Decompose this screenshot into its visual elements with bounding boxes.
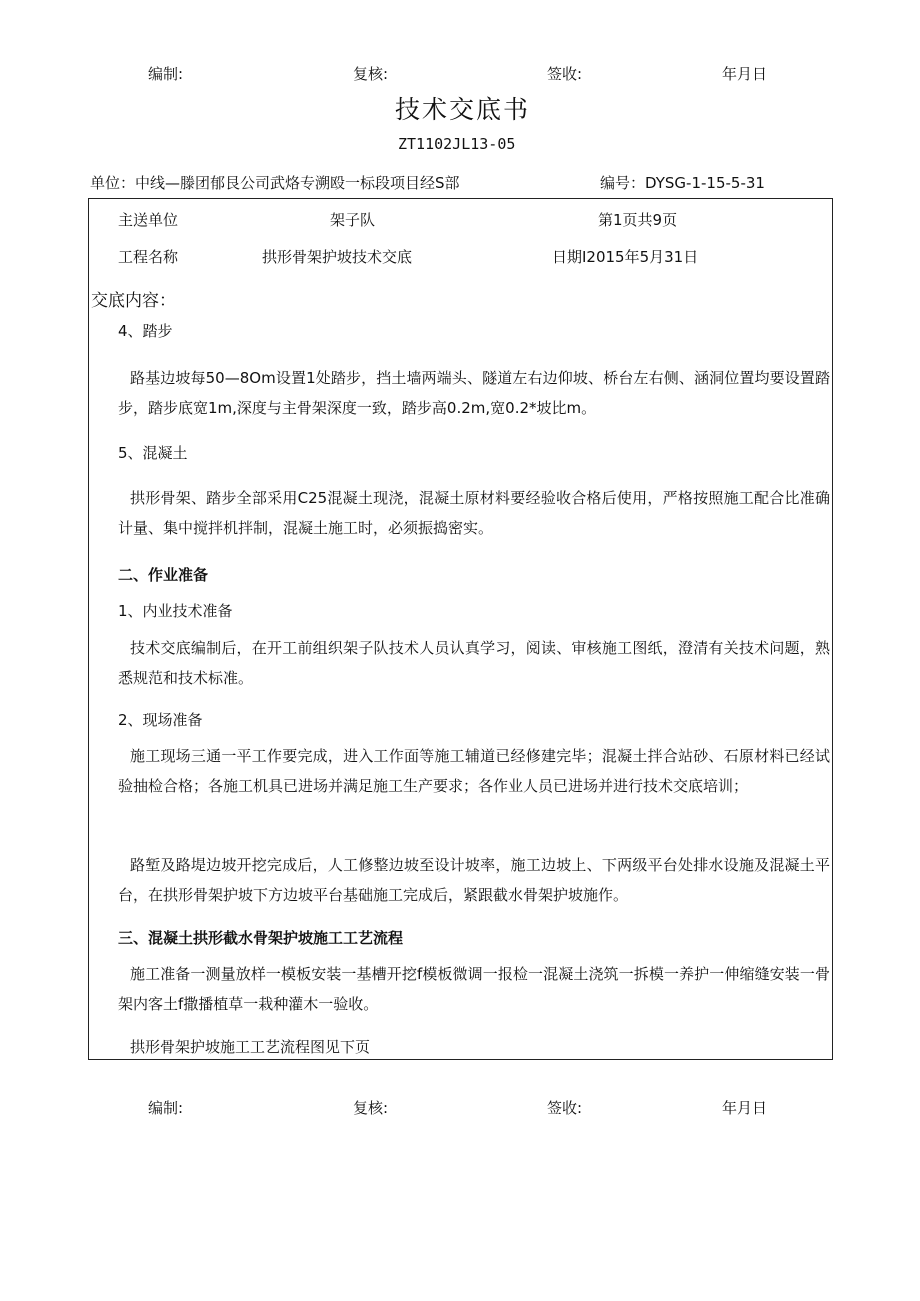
paragraph-site-prep: 施工现场三通一平工作要完成，进入工作面等施工辅道已经修建完毕；混凝土拌合站砂、石原材料已经试验抽检合格；各施工机具已进场并满足施工生产要求；各作业人员已进场并进行技术交底培训； — [118, 747, 830, 795]
paragraph-internal-prep: 技术交底编制后，在开工前组织架子队技术人员认真学习，阅读、审核施工图纸，澄清有关技术问题，熟悉规范和技术标准。 — [118, 639, 830, 687]
heading-concrete: 5、混凝土 — [118, 444, 188, 462]
heading-section-3: 三、混凝土拱形截水骨架护坡施工工艺流程 — [118, 929, 404, 947]
bottom-editor-label: 编制: — [148, 1099, 184, 1117]
heading-internal-prep: 1、内业技术准备 — [118, 602, 233, 620]
sender-label: 主送单位 — [118, 211, 179, 229]
paragraph-flowchart-ref: 拱形骨架护坡施工工艺流程图见下页 — [130, 1038, 371, 1056]
top-receiver-label: 签收: — [547, 65, 583, 83]
paragraph-steps: 路基边坡每50—8Om设置1处踏步，挡土墙两端头、隧道左右边仰坡、桥台左右侧、涵洞位置均要设置踏步，踏步底宽1m,深度与主骨架深度一致，踏步高0.2m,宽0.2*坡比m。 — [118, 369, 830, 417]
date-info: 日期I2015年5月31日 — [552, 248, 699, 266]
heading-steps: 4、踏步 — [118, 322, 173, 340]
document-number: 编号：DYSG-1-15-5-31 — [600, 174, 765, 192]
paragraph-slope: 路堑及路堤边坡开挖完成后，人工修整边坡至设计坡率，施工边坡上、下两级平台处排水设施及混凝土平台，在拱形骨架护坡下方边坡平台基础施工完成后，紧跟截水骨架护坡施作。 — [118, 856, 830, 904]
bottom-reviewer-label: 复核: — [353, 1099, 389, 1117]
paragraph-process: 施工准备一测量放样一模板安装一基槽开挖f模板微调一报检一混凝土浇筑一拆模一养护一伸缩缝安装一骨架内客土f撒播植草一栽种灌木一验收。 — [118, 965, 830, 1013]
project-label: 工程名称 — [118, 248, 179, 266]
sender-value: 架子队 — [330, 211, 376, 229]
top-reviewer-label: 复核: — [353, 65, 389, 83]
unit-line: 单位：中线—滕团郁艮公司武烙专溯殴一标段项目经S部 — [90, 174, 460, 192]
document-code: ZT1102JL13-05 — [398, 135, 516, 153]
project-value: 拱形骨架护坡技术交底 — [262, 248, 413, 266]
paragraph-concrete: 拱形骨架、踏步全部采用C25混凝土现浇，混凝土原材料要经验收合格后使用，严格按照施工配合比准确计量、集中搅拌机拌制，混凝土施工时，必须振捣密实。 — [118, 489, 830, 537]
page-info: 第1页共9页 — [598, 211, 678, 229]
top-date-label: 年月日 — [722, 65, 768, 83]
heading-section-2: 二、作业准备 — [118, 566, 209, 584]
document-title: 技术交底书 — [395, 95, 531, 124]
bottom-receiver-label: 签收: — [547, 1099, 583, 1117]
bottom-date-label: 年月日 — [722, 1099, 768, 1117]
heading-site-prep: 2、现场准备 — [118, 711, 203, 729]
top-editor-label: 编制: — [148, 65, 184, 83]
content-label: 交底内容： — [91, 291, 176, 311]
